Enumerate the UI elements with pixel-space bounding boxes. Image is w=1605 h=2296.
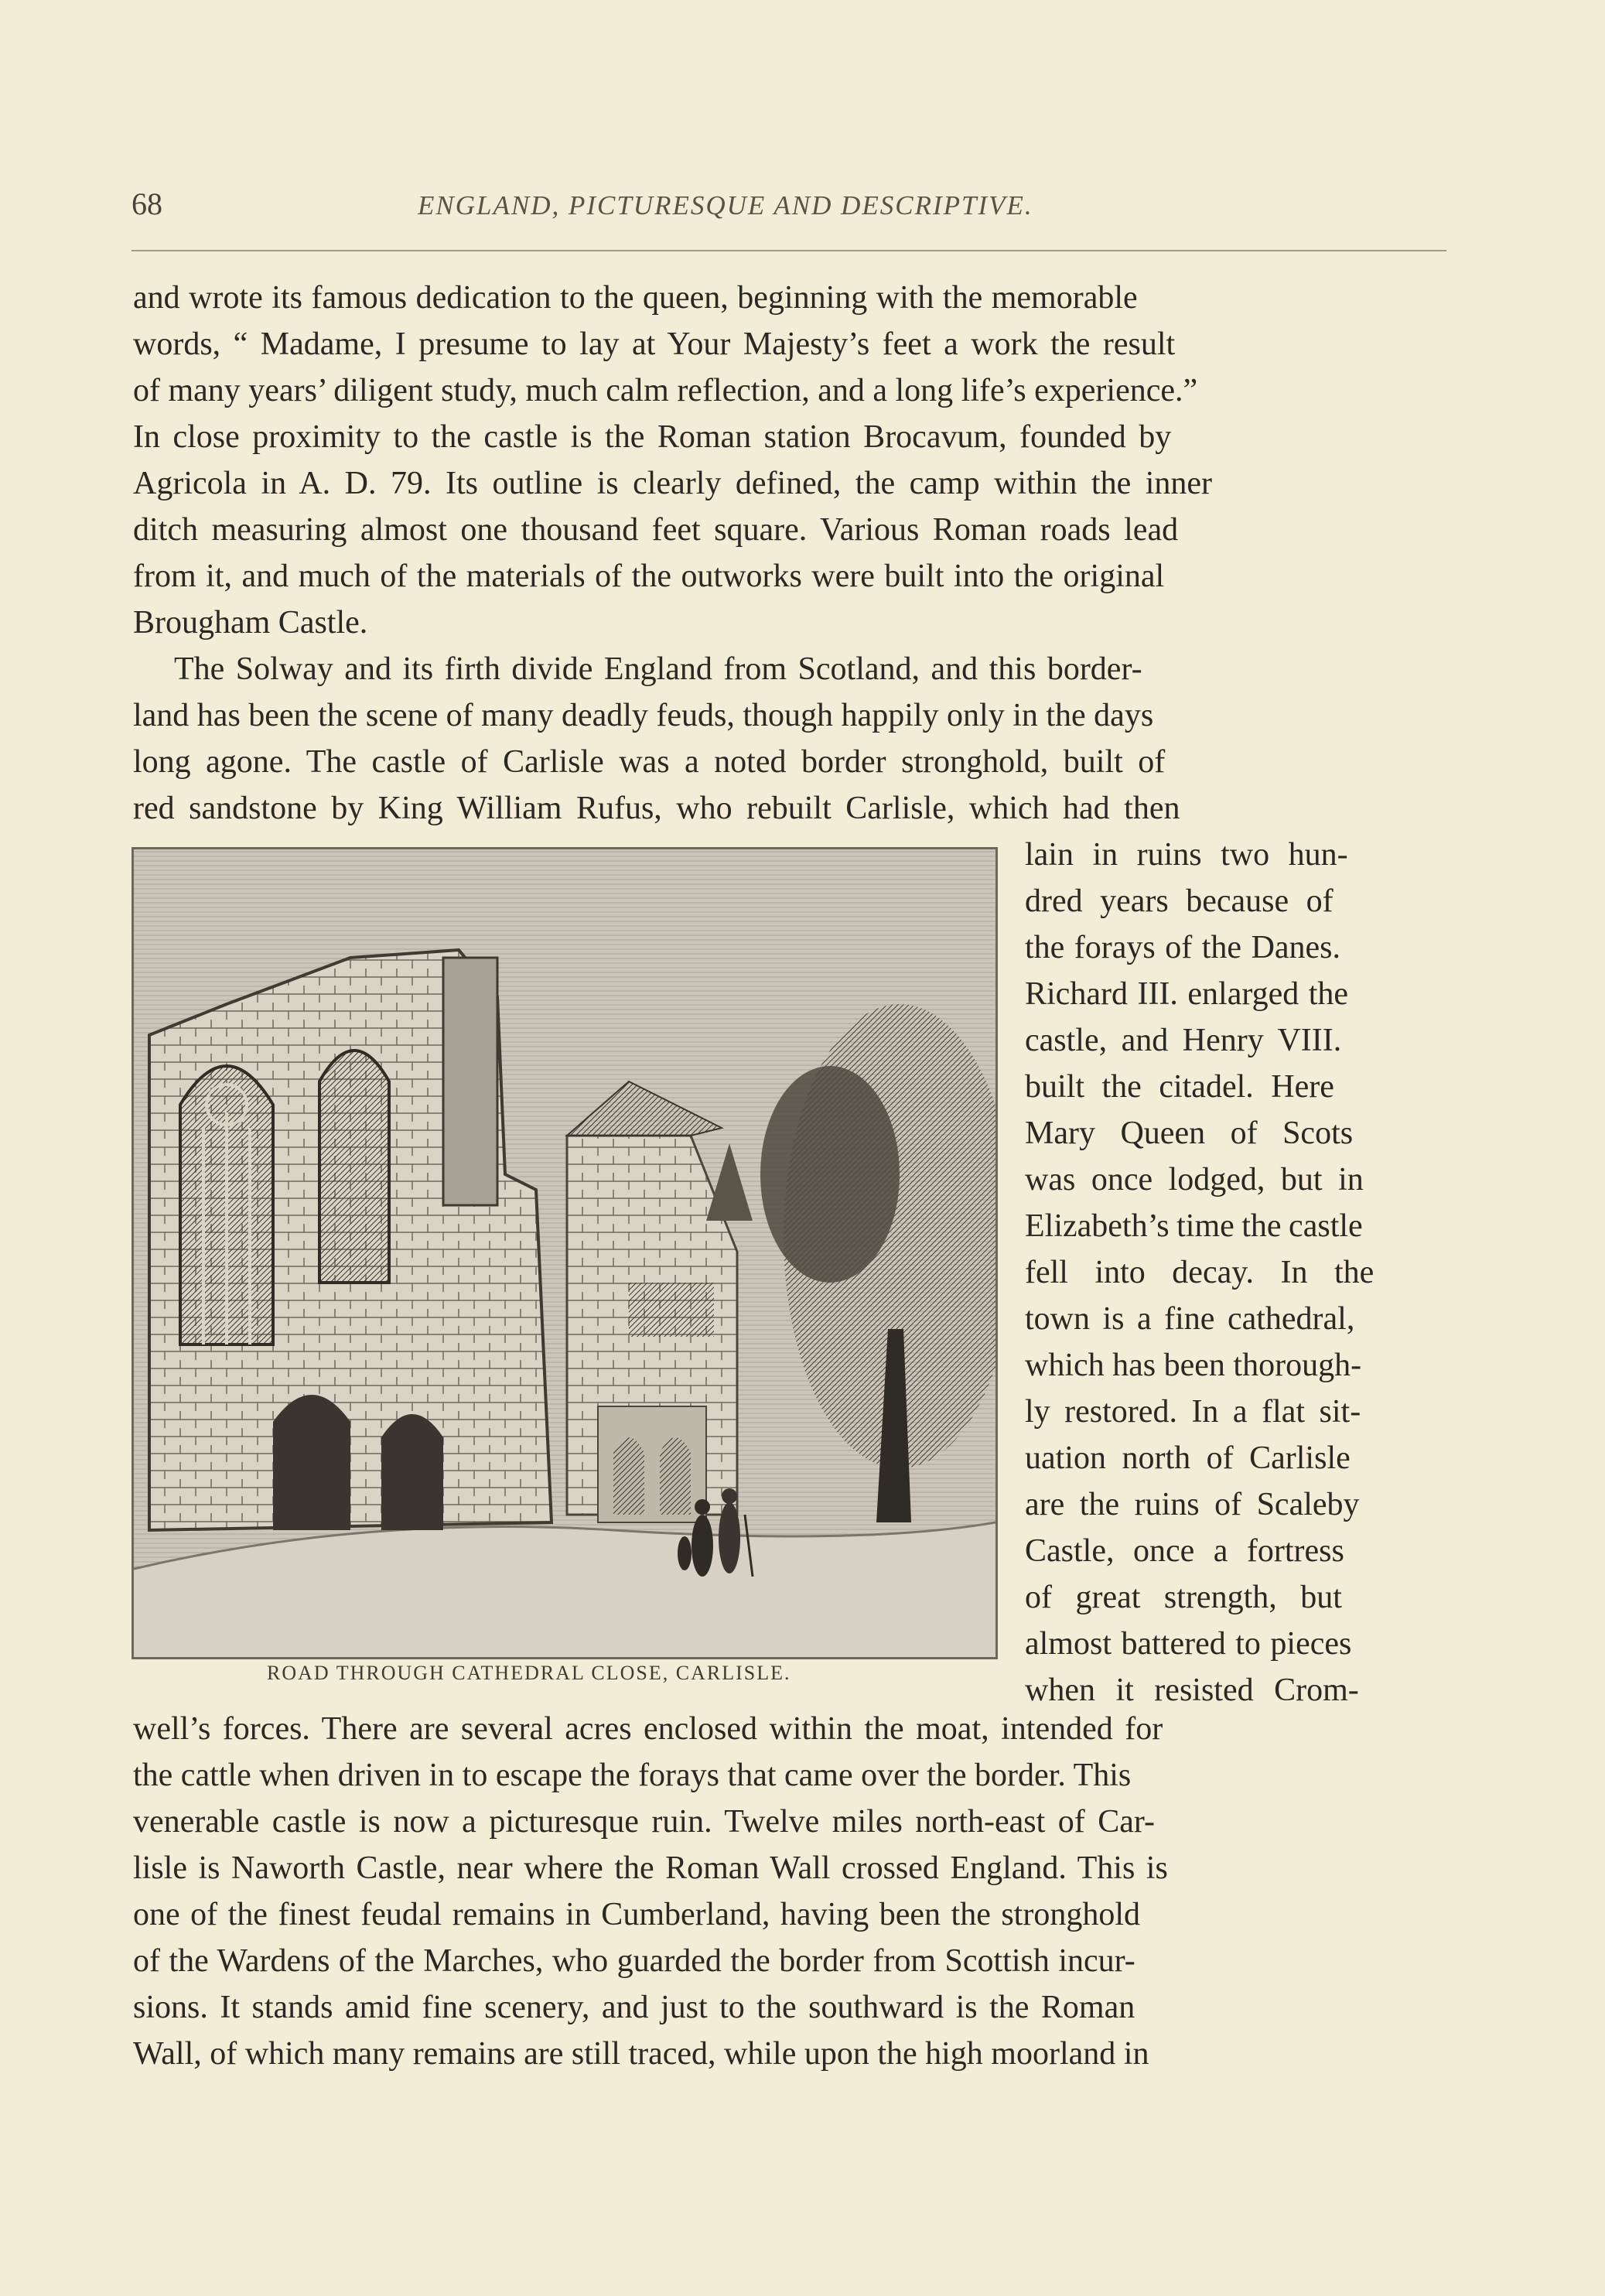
- body-line: land has been the scene of many deadly feuds, though happily only in the days: [133, 698, 1154, 733]
- body-line: red sandstone by King William Rufus, who rebuilt Carlisle, which had then: [133, 791, 1180, 826]
- side-line: castle, and Henry VIII.: [1025, 1023, 1342, 1058]
- side-line: the forays of the Danes.: [1025, 930, 1341, 965]
- running-title: ENGLAND, PICTURESQUE AND DESCRIPTIVE.: [418, 190, 1033, 220]
- body-line: ditch measuring almost one thousand feet square. Various Roman roads lead: [133, 512, 1179, 548]
- side-line: of great strength, but: [1025, 1580, 1342, 1615]
- side-line: uation north of Carlisle: [1025, 1440, 1351, 1476]
- body-line: Agricola in A. D. 79. Its outline is clearly defined, the camp within the inner: [133, 466, 1213, 501]
- body-line: venerable castle is now a picturesque ruin. Twelve miles north-east of Car-: [133, 1804, 1156, 1840]
- side-line: Castle, once a fortress: [1025, 1533, 1344, 1569]
- side-line: almost battered to pieces: [1025, 1626, 1352, 1662]
- page-number: 68: [131, 186, 162, 221]
- body-line: long agone. The castle of Carlisle was a noted border stronghold, built of: [133, 744, 1166, 780]
- body-line: lisle is Naworth Castle, near where the Roman Wall crossed England. This is: [133, 1850, 1168, 1886]
- side-line: Richard III. enlarged the: [1025, 976, 1349, 1012]
- body-line: Wall, of which many remains are still traced, while upon the high moorland in: [133, 2036, 1149, 2072]
- body-line: the cattle when driven in to escape the forays that came over the border. This: [133, 1758, 1132, 1793]
- body-line: words, “ Madame, I presume to lay at Your Majesty’s feet a work the result: [133, 326, 1176, 362]
- body-line: well’s forces. There are several acres enclosed within the moat, intended for: [133, 1711, 1163, 1747]
- body-line: one of the finest feudal remains in Cumberland, having been the stronghold: [133, 1897, 1141, 1932]
- header-rule: [131, 250, 1446, 251]
- side-line: town is a fine cathedral,: [1025, 1301, 1355, 1337]
- side-line: are the ruins of Scaleby: [1025, 1487, 1360, 1522]
- body-line: Brougham Castle.: [133, 605, 368, 641]
- engraving-illustration: [131, 847, 998, 1659]
- side-line: lain in ruins two hun-: [1025, 837, 1348, 873]
- illustration-caption: ROAD THROUGH CATHEDRAL CLOSE, CARLISLE.: [267, 1662, 791, 1684]
- body-line: of the Wardens of the Marches, who guarded the border from Scottish incur-: [133, 1943, 1135, 1979]
- body-line: sions. It stands amid fine scenery, and just to the southward is the Roman: [133, 1990, 1135, 2025]
- side-line: was once lodged, but in: [1025, 1162, 1364, 1198]
- body-line: The Solway and its firth divide England from Scotland, and this border-: [174, 651, 1142, 687]
- side-line: fell into decay. In the: [1025, 1255, 1374, 1290]
- body-line: of many years’ diligent study, much calm reflection, and a long life’s experience.”: [133, 373, 1198, 408]
- body-line: from it, and much of the materials of the outworks were built into the original: [133, 559, 1165, 594]
- body-line: In close proximity to the castle is the Roman station Brocavum, founded by: [133, 419, 1172, 455]
- side-line: Elizabeth’s time the castle: [1025, 1208, 1363, 1244]
- body-line: and wrote its famous dedication to the queen, beginning with the memorable: [133, 280, 1138, 316]
- side-line: which has been thorough-: [1025, 1348, 1362, 1383]
- side-line: ly restored. In a flat sit-: [1025, 1394, 1361, 1430]
- side-line: when it resisted Crom-: [1025, 1672, 1359, 1708]
- side-line: dred years because of: [1025, 883, 1334, 919]
- page-header: [131, 186, 1446, 232]
- side-line: Mary Queen of Scots: [1025, 1116, 1354, 1151]
- side-line: built the citadel. Here: [1025, 1069, 1334, 1105]
